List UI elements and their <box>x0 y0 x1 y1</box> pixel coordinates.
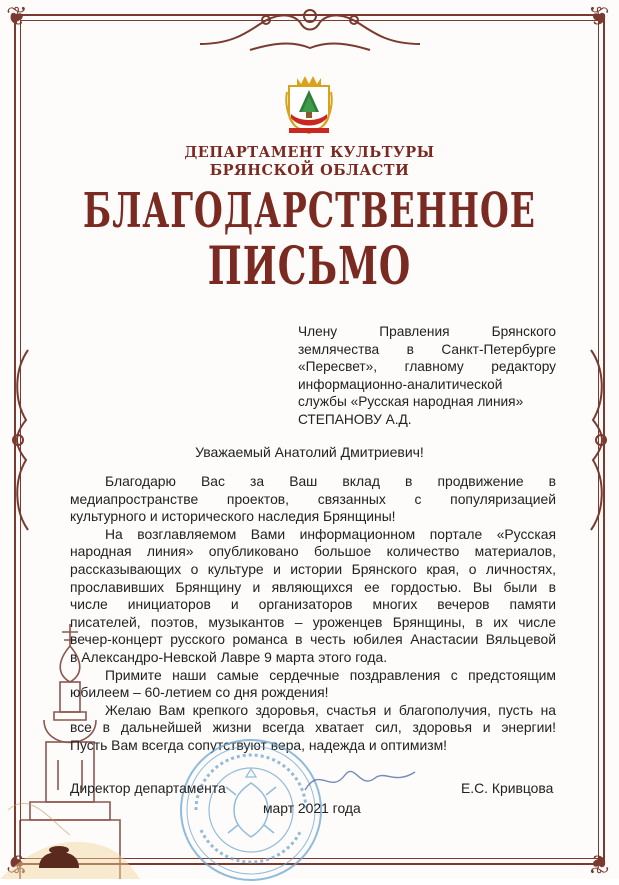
letter-body <box>70 473 556 755</box>
body-line: числе инициаторов и организаторов многих вечеров памяти <box>70 596 556 613</box>
corner-ornament-bottom-left-icon: ❦ <box>6 848 28 878</box>
addressee-line: информационно-аналитической <box>298 376 503 392</box>
signature-date: март 2021 года <box>263 800 361 816</box>
body-line: вечер-концерт русского романса в честь юбилея Анастасии Вяльцевой <box>70 631 556 648</box>
body-line: рассказывающих о культуре и истории Брянского края, о личностях, <box>70 560 556 577</box>
body-line: писателей, поэтов, музыкантов – уроженцев Брянщины, в их числе <box>70 613 556 630</box>
body-line: Примите наши самые сердечные поздравления с предстоящим <box>105 666 556 683</box>
body-line: медиапространстве проектов, связанных с популяризацией <box>70 490 556 507</box>
corner-ornament-top-right-icon: ❦ <box>588 2 610 32</box>
signature-position: Директор департамента <box>70 780 226 796</box>
body-line: Благодарю Вас за Ваш вклад в продвижение в <box>105 473 556 489</box>
body-line: все в дальнейшей жизни всегда хватает сил, здоровья и энергии! <box>70 719 556 736</box>
department-name-line2: БРЯНСКОЙ ОБЛАСТИ <box>209 162 410 179</box>
body-line: прославивших Брянщину и являющихся ее гордостью. Вы были в <box>70 578 556 595</box>
addressee-line: «Пересвет», главному редактору <box>298 359 556 375</box>
bryansk-coat-of-arms-icon <box>283 72 335 134</box>
body-line: юбилеем – 60-летием со дня рождения! <box>70 684 329 701</box>
greeting: Уважаемый Анатолий Дмитриевич! <box>195 444 424 460</box>
corner-ornament-bottom-right-icon: ❦ <box>588 848 610 878</box>
department-name-line1: ДЕПАРТАМЕНТ КУЛЬТУРЫ <box>184 144 435 161</box>
corner-ornament-top-left-icon: ❦ <box>6 2 28 32</box>
letter-title-line2: ПИСЬМО <box>207 236 412 297</box>
signature-name: Е.С. Кривцова <box>461 780 554 796</box>
body-line: Желаю Вам крепкого здоровья, счастья и благополучия, пусть на <box>105 701 556 718</box>
body-line: Пусть Вам всегда сопутствуют вера, надежда и оптимизм! <box>70 736 448 753</box>
body-line: в Александро-Невской Лавре 9 марта этого года. <box>70 648 388 665</box>
left-scroll-ornament-icon <box>4 340 34 540</box>
letter-title-line1: БЛАГОДАРСТВЕННОЕ <box>83 182 536 239</box>
body-line: культурного и исторического наследия Брянщины! <box>70 508 396 525</box>
addressee-block <box>298 323 556 429</box>
addressee-line: службы «Русская народная линия» <box>298 394 524 410</box>
addressee-line: землячества в Санкт-Петербурге <box>298 341 556 357</box>
addressee-line: Члену Правления Брянского <box>298 324 556 339</box>
top-scroll-ornament-icon <box>190 4 430 56</box>
body-line: народная линия» опубликовано большое количество материалов, <box>70 543 556 560</box>
inkwell-icon <box>34 838 84 868</box>
body-line: На возглавляемом Вами информационном портале «Русская <box>105 525 556 542</box>
right-scroll-ornament-icon <box>585 340 615 540</box>
addressee-line: СТЕПАНОВУ А.Д. <box>298 411 412 427</box>
handwritten-signature-icon <box>300 760 420 800</box>
